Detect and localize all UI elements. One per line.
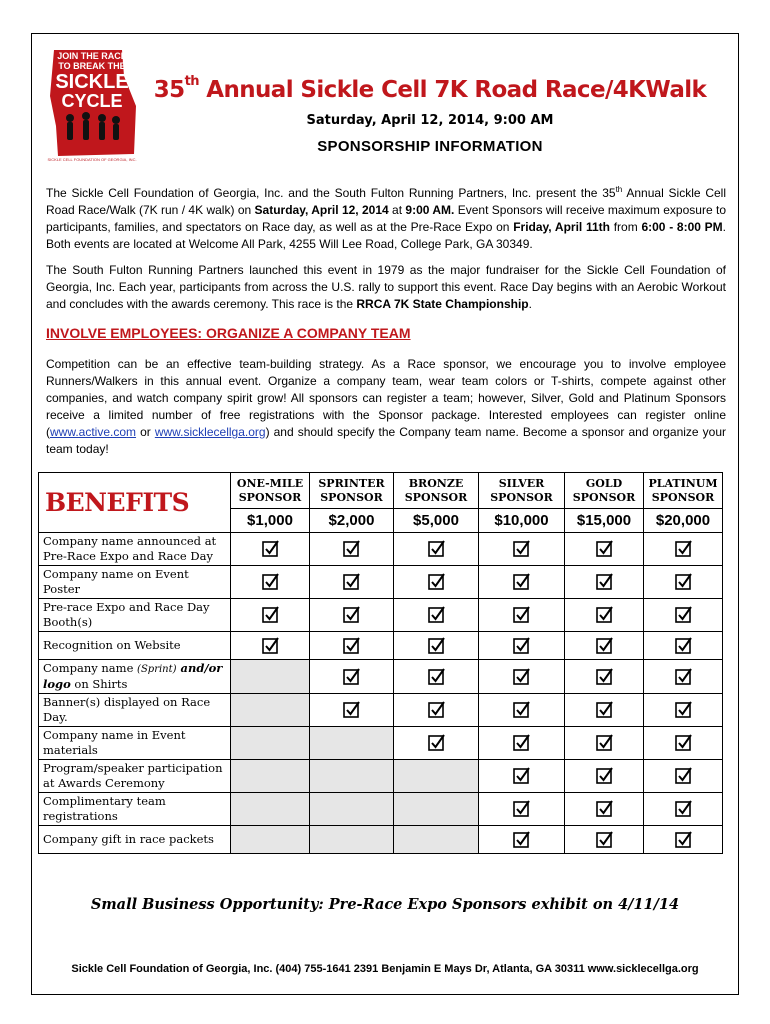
benefit-row bbox=[39, 632, 723, 660]
benefit-check-cell bbox=[644, 660, 723, 694]
checkbox-checked-icon bbox=[428, 606, 445, 623]
benefit-check-cell bbox=[479, 760, 565, 793]
benefit-check-cell bbox=[231, 632, 310, 660]
checkbox-checked-icon bbox=[343, 573, 360, 590]
benefit-empty-cell bbox=[231, 660, 310, 694]
benefit-check-cell bbox=[479, 566, 565, 599]
benefit-check-cell bbox=[644, 632, 723, 660]
amount-sprinter: $2,000 bbox=[310, 509, 394, 533]
benefit-check-cell bbox=[310, 533, 394, 566]
benefit-check-cell bbox=[394, 566, 479, 599]
benefit-check-cell bbox=[394, 727, 479, 760]
benefit-label: Company name on Event Poster bbox=[39, 566, 231, 599]
benefit-check-cell bbox=[394, 533, 479, 566]
benefit-check-cell bbox=[310, 566, 394, 599]
checkbox-checked-icon bbox=[513, 668, 530, 685]
level-gold: GOLD SPONSOR bbox=[565, 473, 644, 509]
benefit-check-cell bbox=[231, 533, 310, 566]
benefit-check-cell bbox=[479, 533, 565, 566]
checkbox-checked-icon bbox=[675, 800, 692, 817]
benefits-table bbox=[38, 472, 723, 854]
amount-gold: $15,000 bbox=[565, 509, 644, 533]
benefit-label: Company name announced at Pre-Race Expo and Race Day bbox=[39, 533, 231, 566]
benefit-check-cell bbox=[565, 660, 644, 694]
benefit-empty-cell bbox=[394, 826, 479, 854]
logo-line4: CYCLE bbox=[61, 91, 123, 111]
benefit-check-cell bbox=[644, 599, 723, 632]
benefit-row bbox=[39, 660, 723, 694]
benefit-check-cell bbox=[310, 660, 394, 694]
checkbox-checked-icon bbox=[513, 831, 530, 848]
benefit-empty-cell bbox=[310, 826, 394, 854]
benefit-row bbox=[39, 727, 723, 760]
benefit-check-cell bbox=[394, 660, 479, 694]
benefit-check-cell bbox=[310, 599, 394, 632]
amount-platinum: $20,000 bbox=[644, 509, 723, 533]
checkbox-checked-icon bbox=[343, 701, 360, 718]
benefit-check-cell bbox=[565, 727, 644, 760]
logo-line3: SICKLE bbox=[55, 71, 129, 93]
checkbox-checked-icon bbox=[262, 606, 279, 623]
benefit-check-cell bbox=[565, 566, 644, 599]
checkbox-checked-icon bbox=[343, 540, 360, 557]
benefit-label: Program/speaker participation at Awards Ceremony bbox=[39, 760, 231, 793]
checkbox-checked-icon bbox=[675, 734, 692, 751]
benefit-empty-cell bbox=[231, 793, 310, 826]
page-title: 35th Annual Sickle Cell 7K Road Race/4KWalk bbox=[153, 74, 707, 103]
benefit-check-cell bbox=[231, 566, 310, 599]
benefit-check-cell bbox=[644, 566, 723, 599]
benefit-empty-cell bbox=[231, 826, 310, 854]
benefit-check-cell bbox=[565, 793, 644, 826]
benefit-row bbox=[39, 566, 723, 599]
active-link[interactable]: www.active.com bbox=[50, 425, 137, 439]
benefit-check-cell bbox=[644, 760, 723, 793]
small-business-note: Small Business Opportunity: Pre-Race Expo Sponsors exhibit on 4/11/14 bbox=[90, 896, 680, 913]
checkbox-checked-icon bbox=[513, 606, 530, 623]
benefit-check-cell bbox=[565, 632, 644, 660]
checkbox-checked-icon bbox=[675, 701, 692, 718]
race-logo bbox=[44, 46, 140, 162]
intro-paragraph: The Sickle Cell Foundation of Georgia, Inc. and the South Fulton Running Partners, Inc. present the 35th Annual Sickle Cell Road Race/Walk (7K run / 4K walk) on Saturday, April 12, 2014 at 9:00 AM. Event Sponsors will receive maximum exposure to participants, families, and spectators on Race day, as well as at the Pre-Race Expo on Friday, April 11th from 6:00 - 8:00 PM. Both events are located at Welcome All Park, 4255 Will Lee Road, College Park, GA 30349. bbox=[46, 185, 726, 251]
benefit-row bbox=[39, 760, 723, 793]
checkbox-checked-icon bbox=[428, 668, 445, 685]
checkbox-checked-icon bbox=[513, 573, 530, 590]
checkbox-checked-icon bbox=[596, 540, 613, 557]
benefit-check-cell bbox=[565, 533, 644, 566]
level-sprinter: SPRINTER SPONSOR bbox=[310, 473, 394, 509]
sponsorship-heading: SPONSORSHIP INFORMATION bbox=[317, 138, 543, 155]
checkbox-checked-icon bbox=[596, 767, 613, 784]
checkbox-checked-icon bbox=[262, 573, 279, 590]
benefit-check-cell bbox=[644, 793, 723, 826]
benefit-label: Recognition on Website bbox=[39, 632, 231, 660]
benefit-check-cell bbox=[394, 694, 479, 727]
checkbox-checked-icon bbox=[675, 637, 692, 654]
benefit-empty-cell bbox=[394, 760, 479, 793]
amount-bronze: $5,000 bbox=[394, 509, 479, 533]
benefit-label: Pre-race Expo and Race Day Booth(s) bbox=[39, 599, 231, 632]
benefits-title: BENEFITS bbox=[45, 488, 190, 517]
benefit-check-cell bbox=[310, 632, 394, 660]
involve-paragraph: Competition can be an effective team-building strategy. As a Race sponsor, we encourage you to involve employee Runners/Walkers in this annual event. Organize a company team, wear team colors or T-shirts, compete against other companies, and watch company spirit grow! All sponsors can register a team; however, Silver, Gold and Platinum Sponsors receive a limited number of free registrations with the Sponsor package. Interested employees can register online (www.active.com or www.sicklecellga.org) and should specify the Company team name. Become a sponsor and organize your team today! bbox=[46, 357, 727, 456]
logo-line2: TO BREAK THE bbox=[58, 61, 126, 71]
benefit-check-cell bbox=[565, 694, 644, 727]
checkbox-checked-icon bbox=[428, 637, 445, 654]
level-one-mile: ONE-MILE SPONSOR bbox=[231, 473, 310, 509]
benefit-row bbox=[39, 793, 723, 826]
benefit-label: Banner(s) displayed on Race Day. bbox=[39, 694, 231, 727]
checkbox-checked-icon bbox=[596, 701, 613, 718]
checkbox-checked-icon bbox=[675, 606, 692, 623]
footer-contact: Sickle Cell Foundation of Georgia, Inc. (404) 755-1641 2391 Benjamin E Mays Dr, Atlanta, GA 30311 www.sicklecellga.org bbox=[71, 963, 699, 975]
benefit-empty-cell bbox=[231, 694, 310, 727]
checkbox-checked-icon bbox=[596, 606, 613, 623]
sicklecellga-link[interactable]: www.sicklecellga.org bbox=[154, 425, 266, 439]
checkbox-checked-icon bbox=[596, 831, 613, 848]
checkbox-checked-icon bbox=[513, 800, 530, 817]
benefit-empty-cell bbox=[310, 727, 394, 760]
checkbox-checked-icon bbox=[343, 668, 360, 685]
logo-line1: JOIN THE RACE bbox=[57, 51, 127, 61]
benefit-check-cell bbox=[644, 727, 723, 760]
benefit-label: Complimentary team registrations bbox=[39, 793, 231, 826]
benefit-check-cell bbox=[310, 694, 394, 727]
benefit-check-cell bbox=[565, 826, 644, 854]
benefit-check-cell bbox=[565, 760, 644, 793]
benefit-check-cell bbox=[479, 694, 565, 727]
benefit-check-cell bbox=[231, 599, 310, 632]
checkbox-checked-icon bbox=[596, 573, 613, 590]
benefit-empty-cell bbox=[231, 727, 310, 760]
checkbox-checked-icon bbox=[675, 573, 692, 590]
benefit-check-cell bbox=[394, 632, 479, 660]
amount-silver: $10,000 bbox=[479, 509, 565, 533]
benefit-empty-cell bbox=[394, 793, 479, 826]
checkbox-checked-icon bbox=[428, 701, 445, 718]
level-bronze: BRONZE SPONSOR bbox=[394, 473, 479, 509]
benefit-row bbox=[39, 599, 723, 632]
logo-fine-print: SICKLE CELL FOUNDATION OF GEORGIA, INC. bbox=[47, 157, 137, 162]
benefit-row bbox=[39, 826, 723, 854]
amount-one-mile: $1,000 bbox=[231, 509, 310, 533]
checkbox-checked-icon bbox=[428, 540, 445, 557]
benefit-check-cell bbox=[479, 727, 565, 760]
checkbox-checked-icon bbox=[513, 540, 530, 557]
benefit-empty-cell bbox=[231, 760, 310, 793]
benefit-empty-cell bbox=[310, 793, 394, 826]
event-date: Saturday, April 12, 2014, 9:00 AM bbox=[306, 113, 554, 128]
checkbox-checked-icon bbox=[596, 734, 613, 751]
level-silver: SILVER SPONSOR bbox=[479, 473, 565, 509]
checkbox-checked-icon bbox=[513, 734, 530, 751]
checkbox-checked-icon bbox=[262, 540, 279, 557]
benefit-label: Company name in Event materials bbox=[39, 727, 231, 760]
checkbox-checked-icon bbox=[513, 637, 530, 654]
checkbox-checked-icon bbox=[675, 831, 692, 848]
benefit-check-cell bbox=[479, 632, 565, 660]
benefit-check-cell bbox=[565, 599, 644, 632]
checkbox-checked-icon bbox=[513, 767, 530, 784]
benefits-title-cell bbox=[39, 473, 231, 533]
benefit-check-cell bbox=[479, 793, 565, 826]
benefit-check-cell bbox=[644, 826, 723, 854]
checkbox-checked-icon bbox=[675, 540, 692, 557]
checkbox-checked-icon bbox=[428, 573, 445, 590]
involve-heading: INVOLVE EMPLOYEES: ORGANIZE A COMPANY TEAM bbox=[46, 325, 411, 341]
checkbox-checked-icon bbox=[596, 800, 613, 817]
checkbox-checked-icon bbox=[428, 734, 445, 751]
benefit-label: Company gift in race packets bbox=[39, 826, 231, 854]
benefit-row bbox=[39, 533, 723, 566]
checkbox-checked-icon bbox=[596, 668, 613, 685]
benefit-check-cell bbox=[394, 599, 479, 632]
benefit-check-cell bbox=[479, 826, 565, 854]
benefit-check-cell bbox=[479, 599, 565, 632]
checkbox-checked-icon bbox=[343, 606, 360, 623]
checkbox-checked-icon bbox=[262, 637, 279, 654]
benefit-row bbox=[39, 694, 723, 727]
benefit-check-cell bbox=[479, 660, 565, 694]
title-block bbox=[140, 74, 720, 155]
benefit-label: Company name (Sprint) and/or logo on Shirts bbox=[39, 660, 231, 694]
checkbox-checked-icon bbox=[675, 767, 692, 784]
benefit-empty-cell bbox=[310, 760, 394, 793]
history-paragraph: The South Fulton Running Partners launched this event in 1979 as the major fundraiser for the Sickle Cell Foundation of Georgia, Inc. Each year, participants from across the U.S. rally to support this event. Race Day begins with an Aerobic Workout and concludes with the awards ceremony. This race is the RRCA 7K State Championship. bbox=[46, 263, 726, 311]
checkbox-checked-icon bbox=[343, 637, 360, 654]
level-platinum: PLATINUM SPONSOR bbox=[644, 473, 723, 509]
checkbox-checked-icon bbox=[675, 668, 692, 685]
benefit-check-cell bbox=[644, 533, 723, 566]
checkbox-checked-icon bbox=[513, 701, 530, 718]
benefit-check-cell bbox=[644, 694, 723, 727]
checkbox-checked-icon bbox=[596, 637, 613, 654]
